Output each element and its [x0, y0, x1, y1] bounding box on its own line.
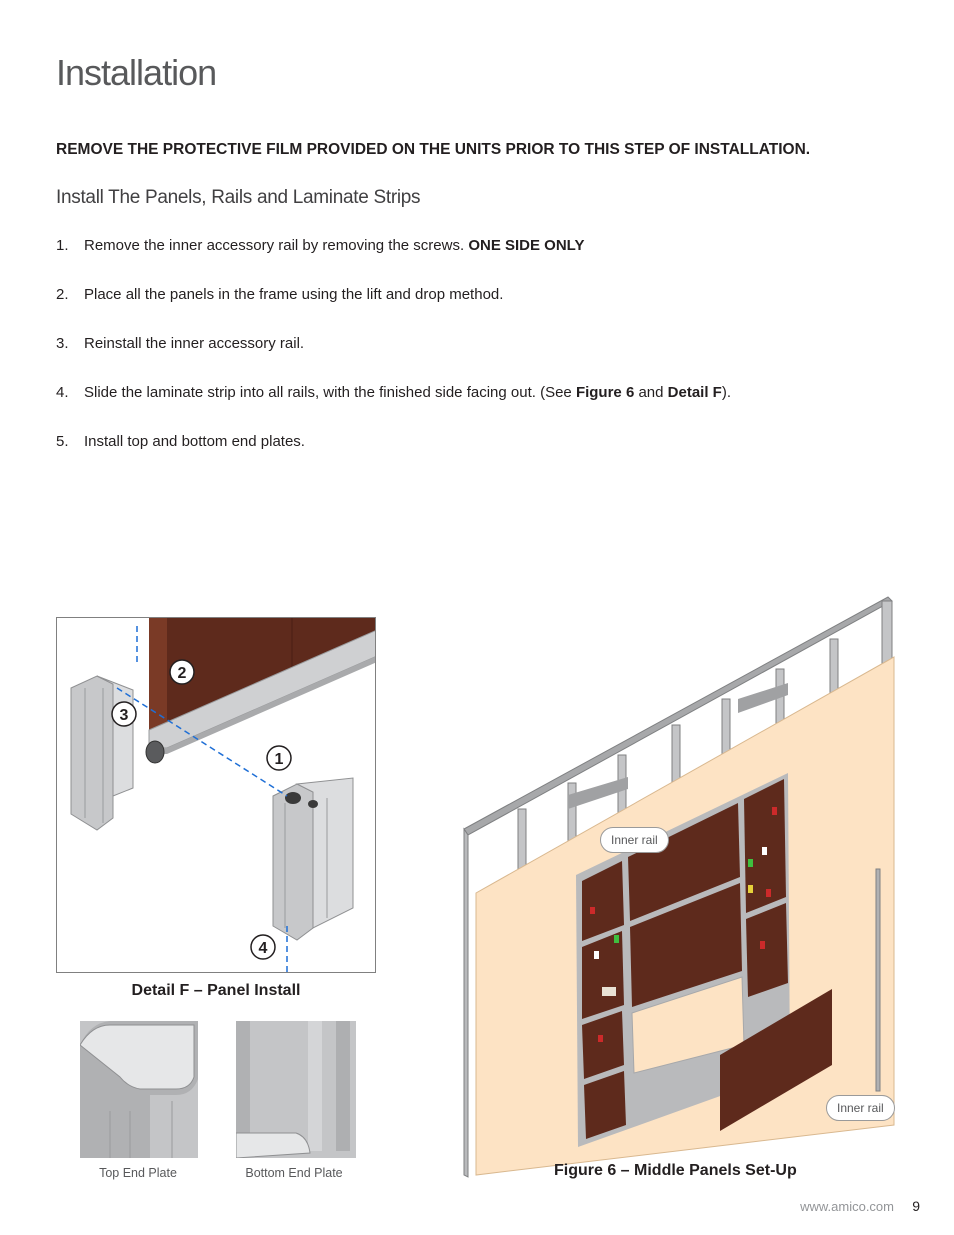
svg-text:2: 2 — [177, 665, 187, 682]
step-number: 4. — [56, 384, 69, 401]
steps-list — [56, 237, 916, 482]
callout-1 — [267, 746, 291, 770]
page-number: 9 — [912, 1198, 920, 1214]
step-text-plain: ). — [721, 384, 732, 401]
bottom-end-plate-image — [236, 1021, 356, 1158]
step-text-plain: Slide the laminate strip into all rails, with the finished side facing out. (See — [84, 384, 576, 401]
step-number: 3. — [56, 335, 69, 352]
callout-3 — [112, 702, 136, 726]
step-text: Reinstall the inner accessory rail. — [84, 335, 305, 352]
loose-inner-rail — [876, 869, 880, 1091]
panel-install-drawing — [57, 618, 376, 973]
footer-url: www.amico.com — [800, 1199, 894, 1214]
step-number: 2. — [56, 286, 69, 303]
step-text — [84, 237, 584, 254]
inner-rail-label-bottom: Inner rail — [826, 1095, 895, 1121]
bottom-end-plate-label: Bottom End Plate — [245, 1166, 343, 1180]
step-text: Install top and bottom end plates. — [84, 433, 305, 450]
step-text-plain: and — [634, 384, 668, 401]
warning-text: REMOVE THE PROTECTIVE FILM PROVIDED ON THE UNITS PRIOR TO THIS STEP OF INSTALLATION. — [56, 141, 811, 158]
step-2 — [56, 286, 916, 335]
step-4 — [56, 384, 916, 433]
section-subheading: Install The Panels, Rails and Laminate Strips — [56, 187, 421, 208]
left-post — [71, 676, 113, 830]
figure-6-illustration — [458, 595, 928, 1185]
step-text-bold: ONE SIDE ONLY — [468, 237, 585, 254]
callout-2 — [170, 660, 194, 684]
step-text: Place all the panels in the frame using the lift and drop method. — [84, 286, 504, 303]
step-text — [84, 384, 731, 401]
step-3 — [56, 335, 916, 384]
step-1 — [56, 237, 916, 286]
figure-reference: Figure 6 — [575, 384, 635, 401]
callout-4 — [251, 935, 275, 959]
top-end-plate-label: Top End Plate — [99, 1166, 177, 1180]
inner-rail-label-top: Inner rail — [600, 827, 669, 853]
right-post — [273, 784, 313, 940]
detail-f-caption: Detail F – Panel Install — [131, 982, 301, 999]
figure-6-caption: Figure 6 – Middle Panels Set-Up — [554, 1162, 797, 1179]
page-title: Installation — [56, 52, 217, 93]
top-end-plate-image — [80, 1021, 198, 1158]
step-text-plain: Remove the inner accessory rail by removing the screws. — [84, 237, 469, 254]
svg-text:3: 3 — [119, 707, 129, 724]
connector-knob — [146, 741, 164, 763]
detail-f-illustration — [56, 617, 376, 973]
svg-text:1: 1 — [274, 751, 284, 768]
step-5 — [56, 433, 916, 482]
step-number: 5. — [56, 433, 69, 450]
step-number: 1. — [56, 237, 69, 254]
svg-text:4: 4 — [258, 940, 268, 957]
detail-reference: Detail F — [667, 384, 722, 401]
